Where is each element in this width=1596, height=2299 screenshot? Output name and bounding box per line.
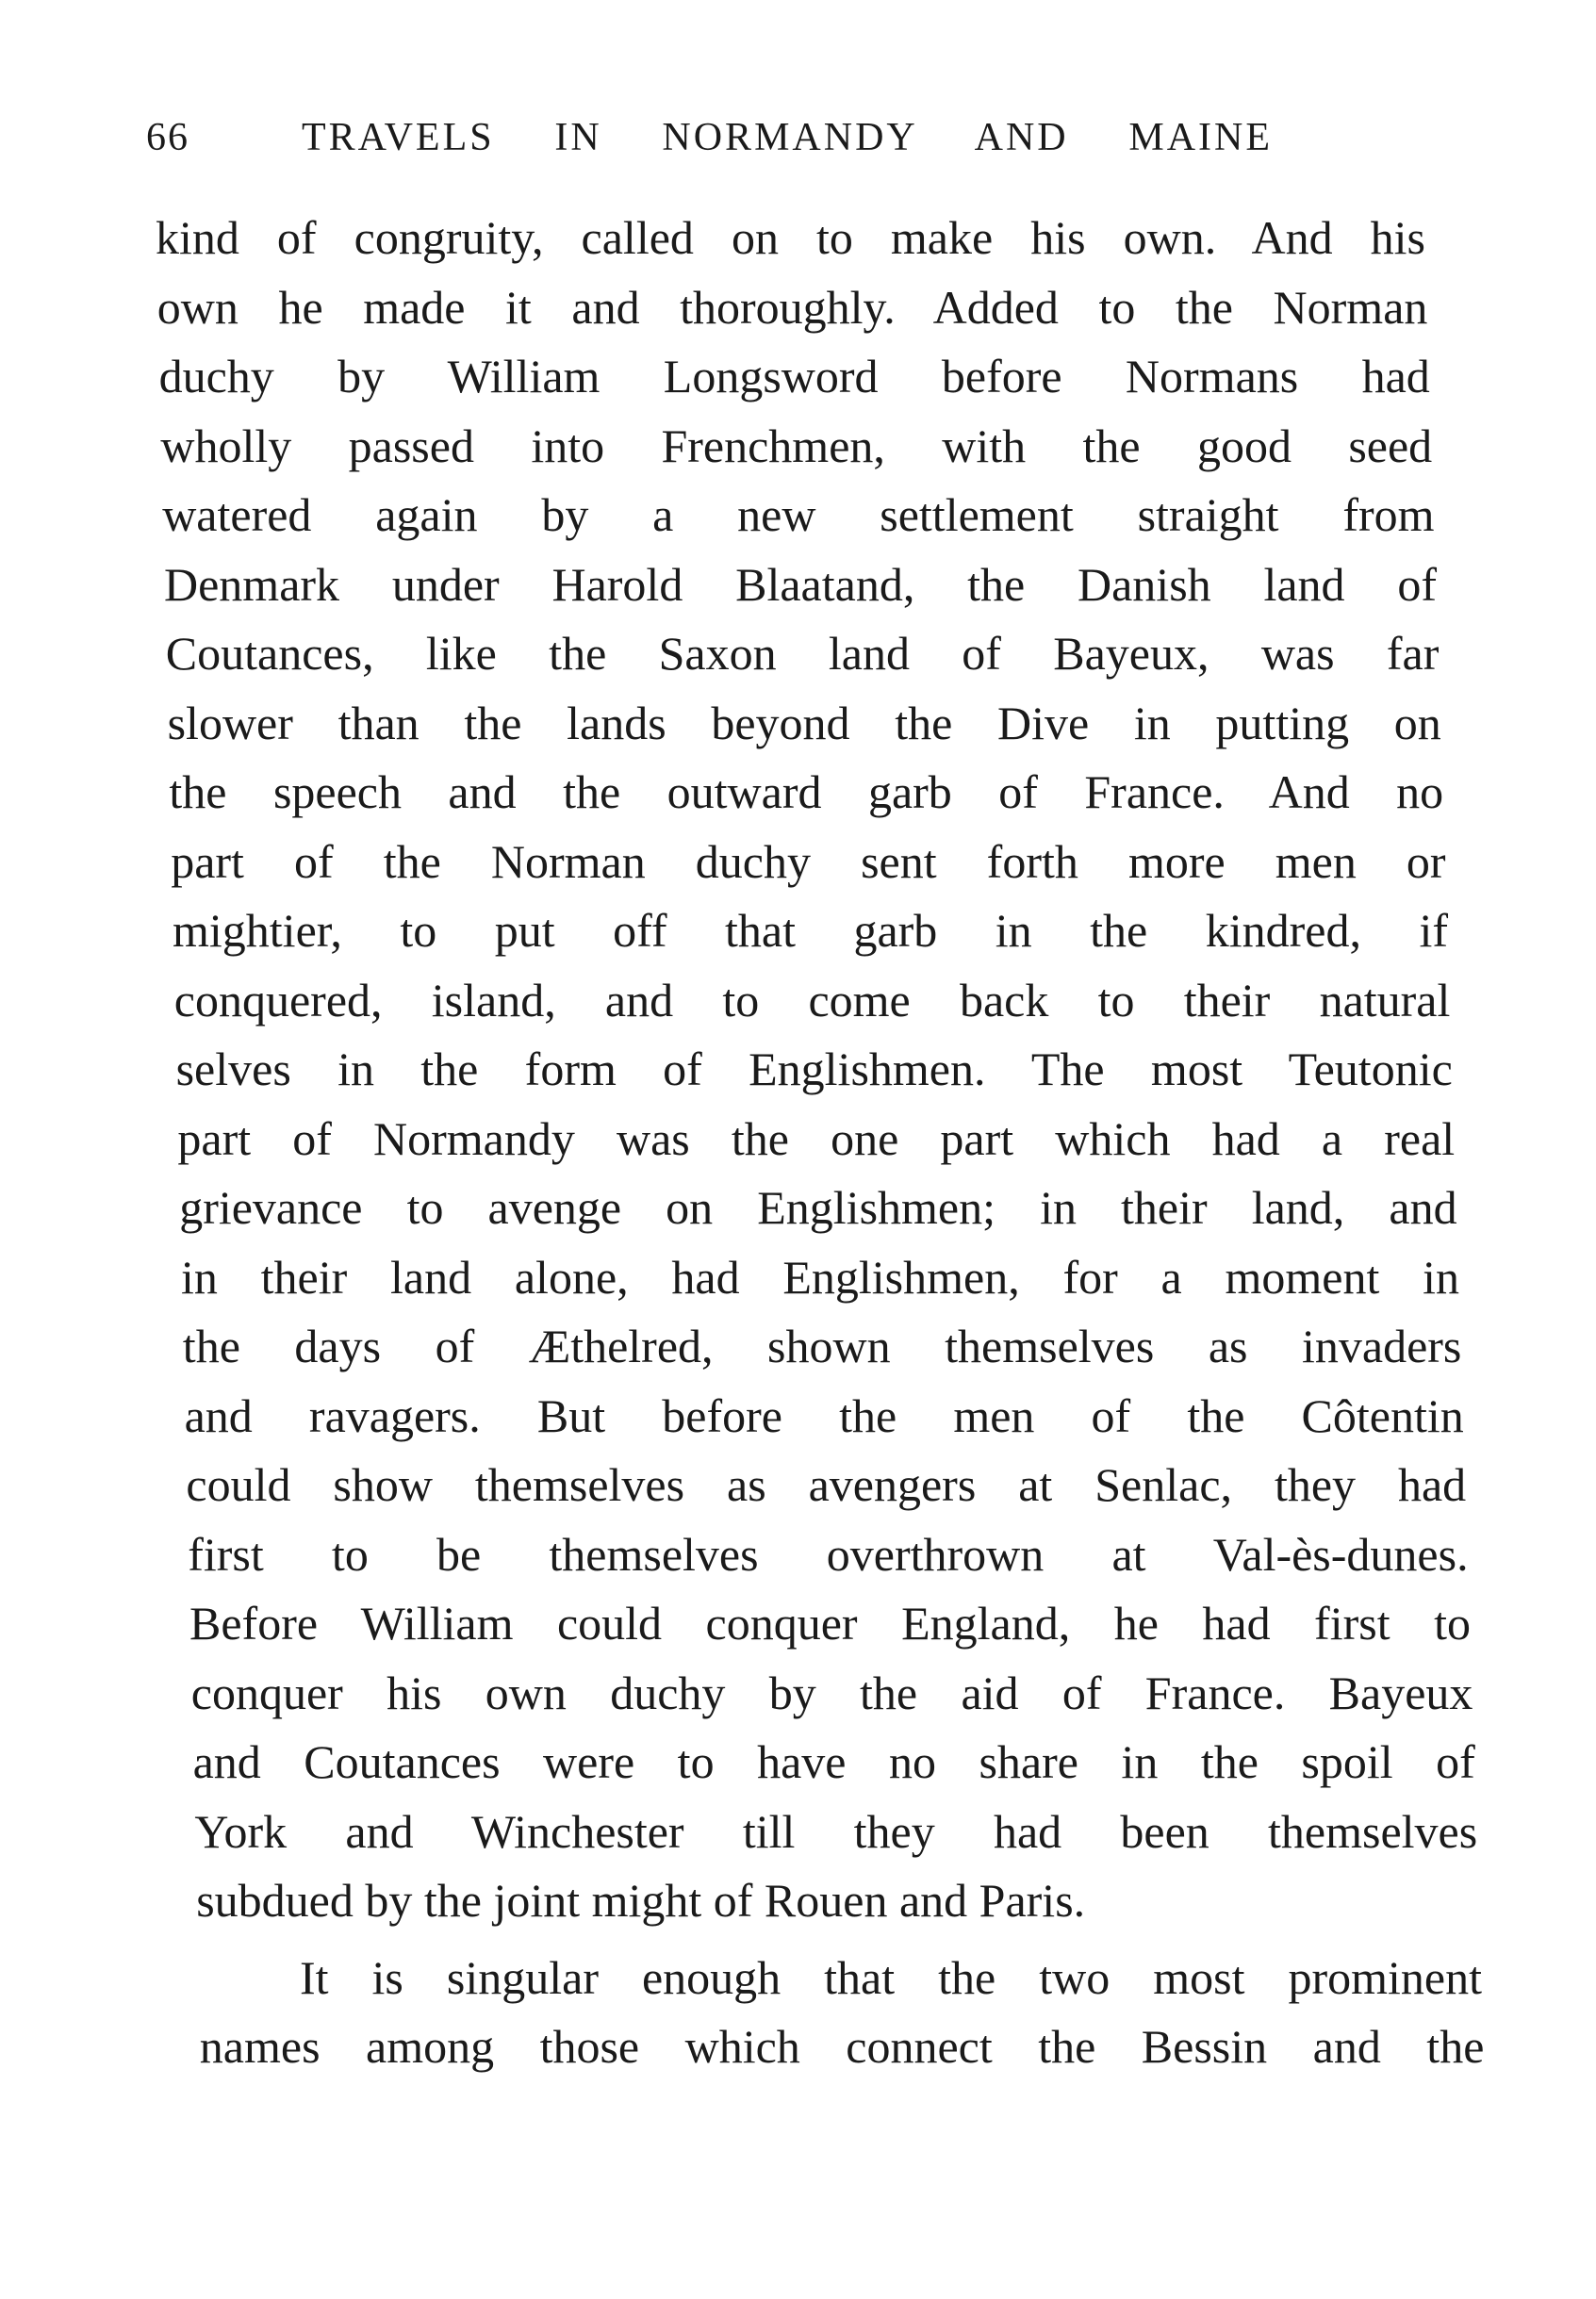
text-line: in their land alone, had Englishmen, for a moment in bbox=[181, 1250, 1459, 1304]
text-line: part of the Norman duchy sent forth more men or bbox=[171, 834, 1446, 888]
text-line: own he made it and thoroughly. Added to the Norman bbox=[156, 280, 1428, 334]
text-line: selves in the form of Englishmen. The most Teutonic bbox=[175, 1043, 1453, 1095]
text-line: Coutances, like the Saxon land of Bayeux, was far bbox=[165, 627, 1440, 680]
text-line: first to be themselves overthrown at Val-ès-dunes. bbox=[188, 1527, 1469, 1581]
page-number: 66 bbox=[146, 116, 189, 159]
text-line: It is singular enough that the two most prominent bbox=[300, 1950, 1482, 2004]
running-title: TRAVELS IN NORMANDY AND MAINE bbox=[302, 116, 1273, 159]
text-line: grievance to avenge on Englishmen; in their land, and bbox=[179, 1181, 1457, 1234]
text-line: subdued by the joint might of Rouen and Paris. bbox=[196, 1874, 1086, 1927]
text-line: could show themselves as avengers at Senlac, they had bbox=[186, 1458, 1467, 1511]
text-line: Before William could conquer England, he had first to bbox=[189, 1597, 1471, 1650]
text-line: the days of Æthelred, shown themselves as invaders bbox=[182, 1320, 1462, 1372]
text-line: Denmark under Harold Blaatand, the Danish land of bbox=[164, 557, 1437, 611]
text-line: wholly passed into Frenchmen, with the good seed bbox=[160, 419, 1433, 472]
text-line: York and Winchester till they had been themselves bbox=[194, 1804, 1478, 1858]
text-line: kind of congruity, called on to make his own. And his bbox=[156, 211, 1425, 264]
text-line: conquer his own duchy by the aid of France. Bayeux bbox=[190, 1666, 1473, 1719]
text-line: the speech and the outward garb of France. And no bbox=[169, 765, 1444, 818]
text-line: and ravagers. But before the men of the Côtentin bbox=[184, 1388, 1464, 1442]
text-line: watered again by a new settlement straight from bbox=[162, 488, 1435, 541]
text-line: and Coutances were to have no share in the spoil of bbox=[192, 1735, 1475, 1788]
text-line: slower than the lands beyond the Dive in putting on bbox=[167, 696, 1441, 749]
text-line: part of Normandy was the one part which had a real bbox=[177, 1111, 1456, 1165]
text-line: names among those which connect the Bessin and the bbox=[199, 2020, 1485, 2073]
text-line: mightier, to put off that garb in the kindred, if bbox=[173, 904, 1448, 957]
text-line: duchy by William Longsword before Normans had bbox=[158, 350, 1430, 402]
text-line: conquered, island, and to come back to their natural bbox=[173, 973, 1451, 1026]
